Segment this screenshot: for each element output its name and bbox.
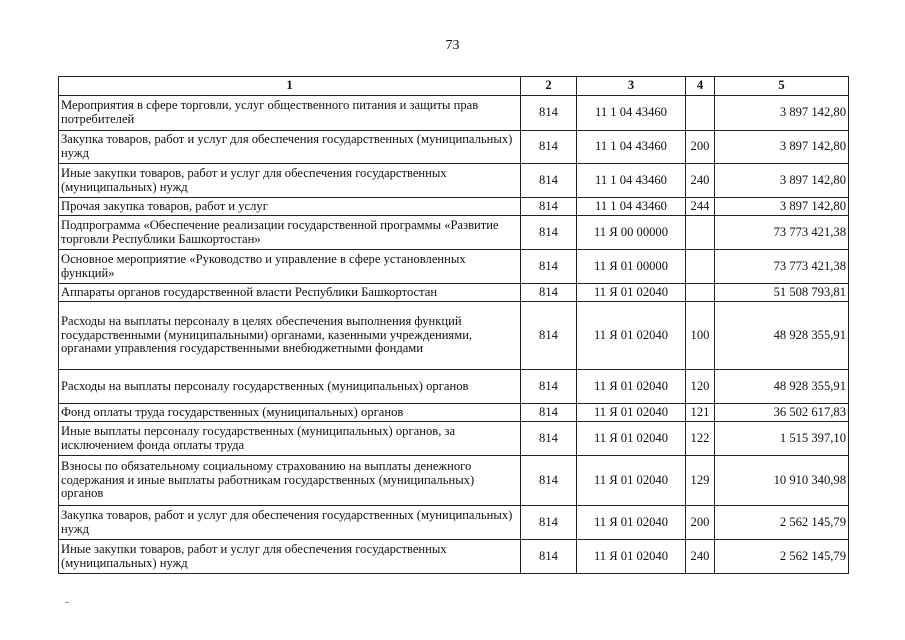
column-header-amount: 5: [715, 77, 849, 96]
row-amount: 48 928 355,91: [715, 370, 849, 404]
row-amount: 2 562 145,79: [715, 506, 849, 540]
row-name: Закупка товаров, работ и услуг для обеспечения государственных (муниципальных) нужд: [59, 131, 521, 164]
row-amount: 73 773 421,38: [715, 250, 849, 284]
row-name: Фонд оплаты труда государственных (муниципальных) органов: [59, 404, 521, 422]
table-row: [59, 404, 849, 422]
row-expense-type: 121: [686, 404, 715, 422]
row-amount: 73 773 421,38: [715, 216, 849, 250]
row-expense-type: 100: [686, 302, 715, 370]
table-row: [59, 284, 849, 302]
row-expense-type: 122: [686, 422, 715, 456]
row-expense-type: 200: [686, 131, 715, 164]
row-target-code: 11 1 04 43460: [577, 198, 686, 216]
row-expense-type: 120: [686, 370, 715, 404]
row-expense-type: [686, 250, 715, 284]
row-admin-code: 814: [521, 506, 577, 540]
row-admin-code: 814: [521, 422, 577, 456]
table-row: [59, 422, 849, 456]
row-admin-code: 814: [521, 370, 577, 404]
row-admin-code: 814: [521, 198, 577, 216]
budget-table: [58, 76, 849, 574]
column-header-target: 3: [577, 77, 686, 96]
row-admin-code: 814: [521, 131, 577, 164]
row-expense-type: 244: [686, 198, 715, 216]
row-name: Расходы на выплаты персоналу в целях обеспечения выполнения функций государственными (муниципальными) органами, казенными учреждениями, органами управления государственными внебюджетными фондами: [59, 302, 521, 370]
row-target-code: 11 1 04 43460: [577, 164, 686, 198]
page-number: 73: [445, 38, 460, 53]
row-name: Взносы по обязательному социальному страхованию на выплаты денежного содержания и иные выплаты работникам государственных (муниципальных) органов: [59, 456, 521, 506]
table-row: [59, 506, 849, 540]
row-name: Иные выплаты персоналу государственных (муниципальных) органов, за исключением фонда оплаты труда: [59, 422, 521, 456]
row-admin-code: 814: [521, 250, 577, 284]
row-target-code: 11 1 04 43460: [577, 96, 686, 131]
row-amount: 10 910 340,98: [715, 456, 849, 506]
row-name: Прочая закупка товаров, работ и услуг: [59, 198, 521, 216]
column-header-name: 1: [59, 77, 521, 96]
row-amount: 36 502 617,83: [715, 404, 849, 422]
row-amount: 2 562 145,79: [715, 540, 849, 574]
row-admin-code: 814: [521, 216, 577, 250]
row-expense-type: [686, 96, 715, 131]
row-target-code: 11 Я 01 02040: [577, 540, 686, 574]
row-expense-type: 240: [686, 540, 715, 574]
column-header-admin: 2: [521, 77, 577, 96]
table-row: [59, 540, 849, 574]
row-name: Подпрограмма «Обеспечение реализации государственной программы «Развитие торговли Республики Башкортостан»: [59, 216, 521, 250]
row-amount: 3 897 142,80: [715, 131, 849, 164]
row-admin-code: 814: [521, 404, 577, 422]
row-name: Мероприятия в сфере торговли, услуг общественного питания и защиты прав потребителей: [59, 96, 521, 131]
table-row: [59, 302, 849, 370]
row-target-code: 11 Я 01 02040: [577, 506, 686, 540]
row-amount: 48 928 355,91: [715, 302, 849, 370]
scan-speck: [65, 602, 69, 603]
row-amount: 3 897 142,80: [715, 96, 849, 131]
table-row: [59, 216, 849, 250]
row-name: Расходы на выплаты персоналу государственных (муниципальных) органов: [59, 370, 521, 404]
row-name: Закупка товаров, работ и услуг для обеспечения государственных (муниципальных) нужд: [59, 506, 521, 540]
row-target-code: 11 Я 01 00000: [577, 250, 686, 284]
row-amount: 51 508 793,81: [715, 284, 849, 302]
table-row: [59, 131, 849, 164]
row-amount: 3 897 142,80: [715, 198, 849, 216]
row-name: Основное мероприятие «Руководство и управление в сфере установленных функций»: [59, 250, 521, 284]
row-target-code: 11 Я 01 02040: [577, 456, 686, 506]
row-expense-type: 200: [686, 506, 715, 540]
row-expense-type: 240: [686, 164, 715, 198]
table-row: [59, 250, 849, 284]
row-target-code: 11 Я 01 02040: [577, 422, 686, 456]
table-row: [59, 198, 849, 216]
row-target-code: 11 Я 01 02040: [577, 404, 686, 422]
row-amount: 1 515 397,10: [715, 422, 849, 456]
column-header-type: 4: [686, 77, 715, 96]
row-admin-code: 814: [521, 540, 577, 574]
row-admin-code: 814: [521, 456, 577, 506]
row-name: Иные закупки товаров, работ и услуг для обеспечения государственных (муниципальных) нужд: [59, 164, 521, 198]
row-target-code: 11 Я 01 02040: [577, 284, 686, 302]
table-header-row: [59, 77, 849, 96]
row-admin-code: 814: [521, 302, 577, 370]
row-name: Аппараты органов государственной власти Республики Башкортостан: [59, 284, 521, 302]
row-amount: 3 897 142,80: [715, 164, 849, 198]
row-target-code: 11 Я 00 00000: [577, 216, 686, 250]
table-row: [59, 370, 849, 404]
row-admin-code: 814: [521, 284, 577, 302]
row-expense-type: 129: [686, 456, 715, 506]
row-admin-code: 814: [521, 164, 577, 198]
row-name: Иные закупки товаров, работ и услуг для обеспечения государственных (муниципальных) нужд: [59, 540, 521, 574]
table-row: [59, 456, 849, 506]
row-target-code: 11 1 04 43460: [577, 131, 686, 164]
row-admin-code: 814: [521, 96, 577, 131]
row-target-code: 11 Я 01 02040: [577, 370, 686, 404]
table-row: [59, 164, 849, 198]
row-expense-type: [686, 284, 715, 302]
row-target-code: 11 Я 01 02040: [577, 302, 686, 370]
row-expense-type: [686, 216, 715, 250]
table-row: [59, 96, 849, 131]
